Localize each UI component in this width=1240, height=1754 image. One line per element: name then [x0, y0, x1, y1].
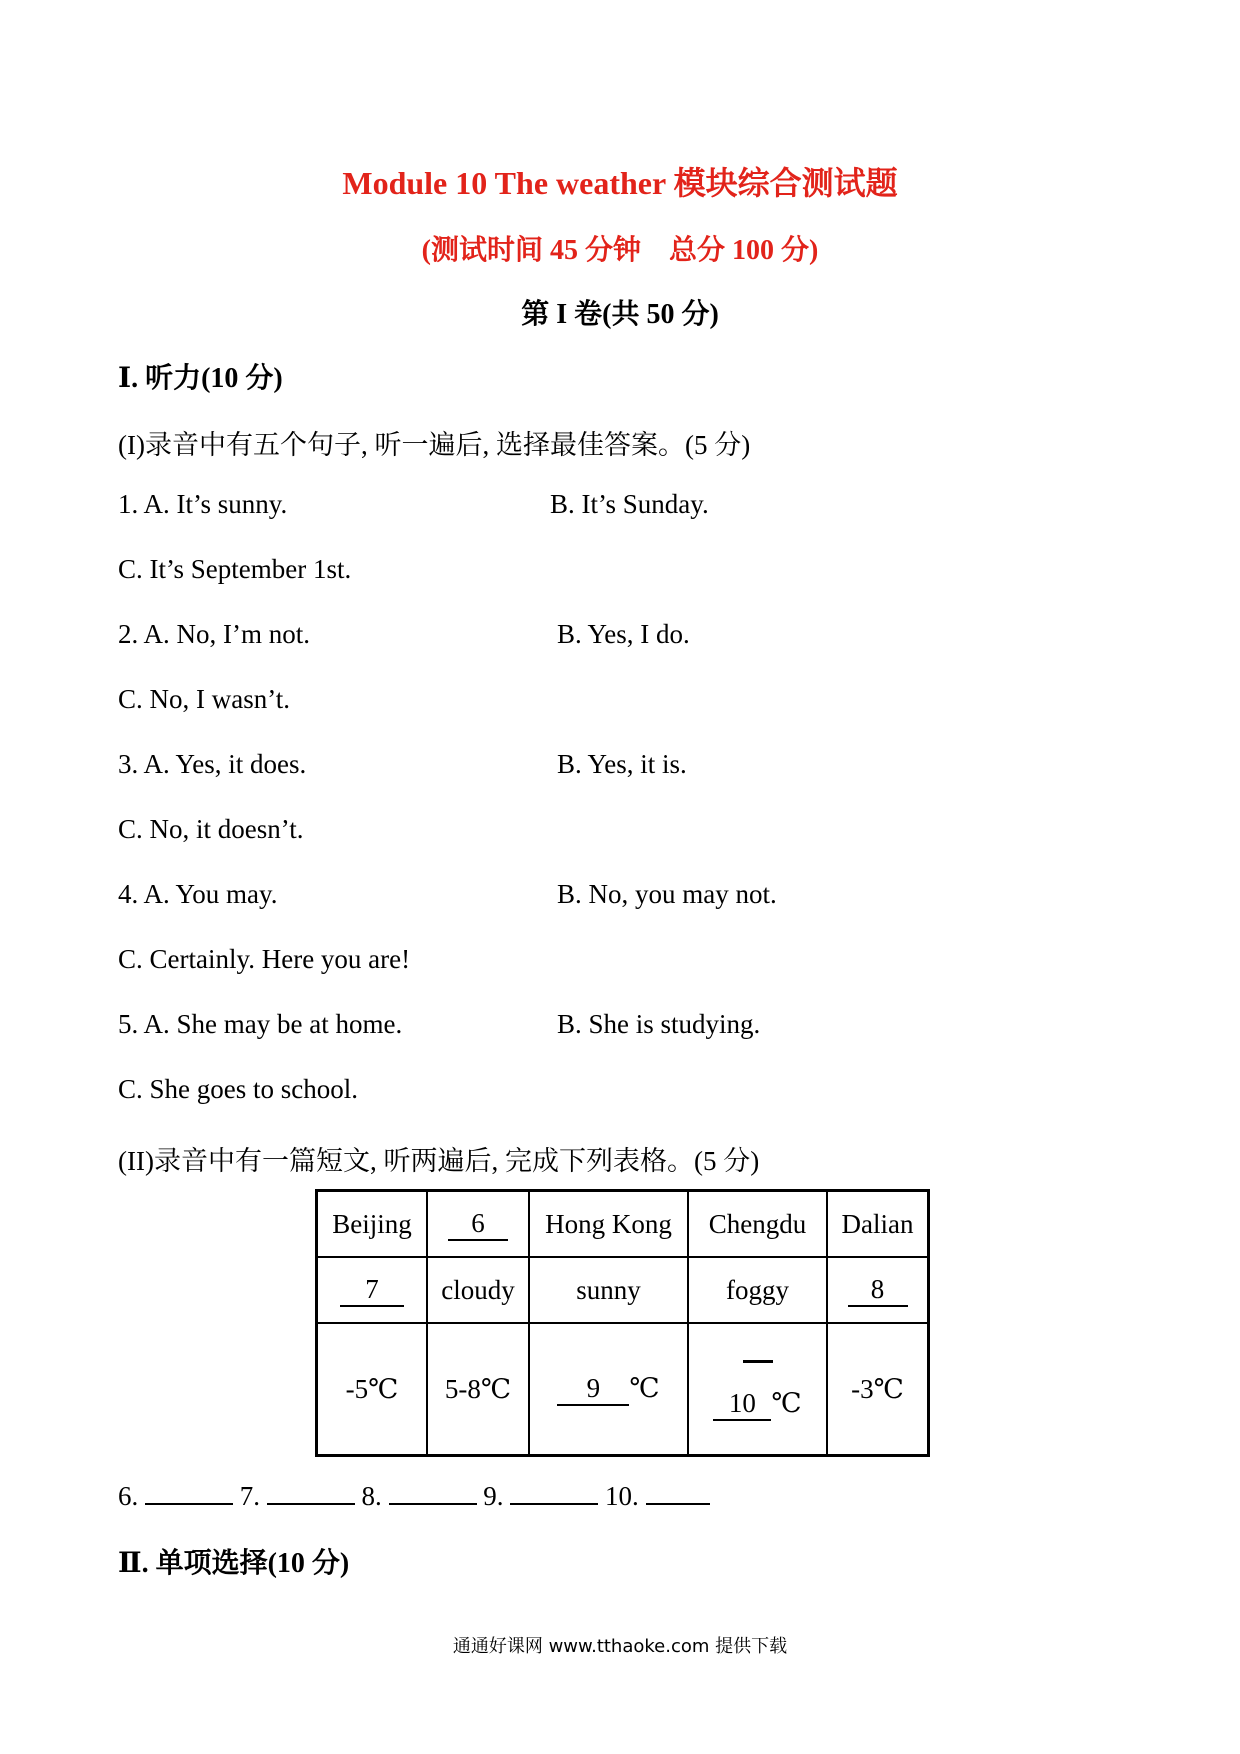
q4-option-c: C. Certainly. Here you are! [118, 944, 411, 974]
q2-option-c: C. No, I wasn’t. [118, 684, 290, 714]
q2-option-b: B. Yes, I do. [557, 619, 690, 649]
answer-blank[interactable] [510, 1479, 598, 1505]
q5-option-b: B. She is studying. [557, 1009, 761, 1039]
table-row [317, 1191, 929, 1258]
table-row [317, 1257, 929, 1323]
table-cell: sunny [529, 1257, 688, 1323]
q1-option-a: 1. A. It’s sunny. [118, 489, 288, 519]
q5-option-a: 5. A. She may be at home. [118, 1009, 403, 1039]
blank-answer: 8 [848, 1274, 908, 1307]
q2-option-a: 2. A. No, I’m not. [118, 619, 310, 649]
table-cell [427, 1191, 529, 1258]
section1-heading: Ⅰ. 听力(10 分) [118, 363, 283, 394]
answer-label: 8. [361, 1481, 382, 1511]
part1-instruction: (I)录音中有五个句子, 听一遍后, 选择最佳答案。(5 分) [118, 430, 751, 460]
q5-option-c: C. She goes to school. [118, 1074, 358, 1104]
q1-option-c: C. It’s September 1st. [118, 554, 352, 584]
answer-label: 10. [605, 1481, 639, 1511]
document-title: Module 10 The weather 模块综合测试题 [342, 165, 898, 201]
blank-answer: 6 [448, 1208, 508, 1241]
section2-heading: Ⅱ. 单项选择(10 分) [118, 1548, 350, 1579]
q1-option-b: B. It’s Sunday. [550, 489, 709, 519]
table-cell: Dalian [827, 1191, 929, 1258]
answer-blank[interactable] [389, 1479, 477, 1505]
answer-blank[interactable] [267, 1479, 355, 1505]
dash-mark [689, 1357, 826, 1388]
table-cell [688, 1323, 827, 1456]
table-row [317, 1323, 929, 1456]
blank-answer: 9 [557, 1373, 629, 1406]
answer-blank[interactable] [145, 1479, 233, 1505]
part-title: 第 I 卷(共 50 分) [521, 299, 719, 330]
q3-option-a: 3. A. Yes, it does. [118, 749, 307, 779]
answer-label: 9. [483, 1481, 504, 1511]
table-cell: -5℃ [317, 1323, 428, 1456]
q3-option-c: C. No, it doesn’t. [118, 814, 304, 844]
table-cell [317, 1257, 428, 1323]
answer-label: 6. [118, 1481, 139, 1511]
part2-instruction: (II)录音中有一篇短文, 听两遍后, 完成下列表格。(5 分) [118, 1146, 760, 1176]
q4-option-b: B. No, you may not. [557, 879, 777, 909]
blank-answer: 10 [713, 1388, 771, 1421]
table-cell [529, 1323, 688, 1456]
table-cell [827, 1257, 929, 1323]
answer-label: 7. [239, 1481, 260, 1511]
q4-option-a: 4. A. You may. [118, 879, 278, 909]
answer-blank[interactable] [646, 1479, 710, 1505]
table-cell: Beijing [317, 1191, 428, 1258]
table-cell: Chengdu [688, 1191, 827, 1258]
answer-line [118, 1479, 710, 1512]
table-cell: -3℃ [827, 1323, 929, 1456]
table-cell: cloudy [427, 1257, 529, 1323]
table-cell: foggy [688, 1257, 827, 1323]
page-footer: 通通好课网 www.tthaoke.com 提供下载 [452, 1636, 788, 1657]
blank-answer: 7 [340, 1274, 404, 1307]
table-cell: 5-8℃ [427, 1323, 529, 1456]
unit-label: ℃ [629, 1372, 660, 1403]
table-cell: Hong Kong [529, 1191, 688, 1258]
unit-label: ℃ [771, 1388, 802, 1418]
document-subtitle: (测试时间 45 分钟 总分 100 分) [421, 235, 819, 266]
weather-table [315, 1189, 930, 1457]
q3-option-b: B. Yes, it is. [557, 749, 687, 779]
